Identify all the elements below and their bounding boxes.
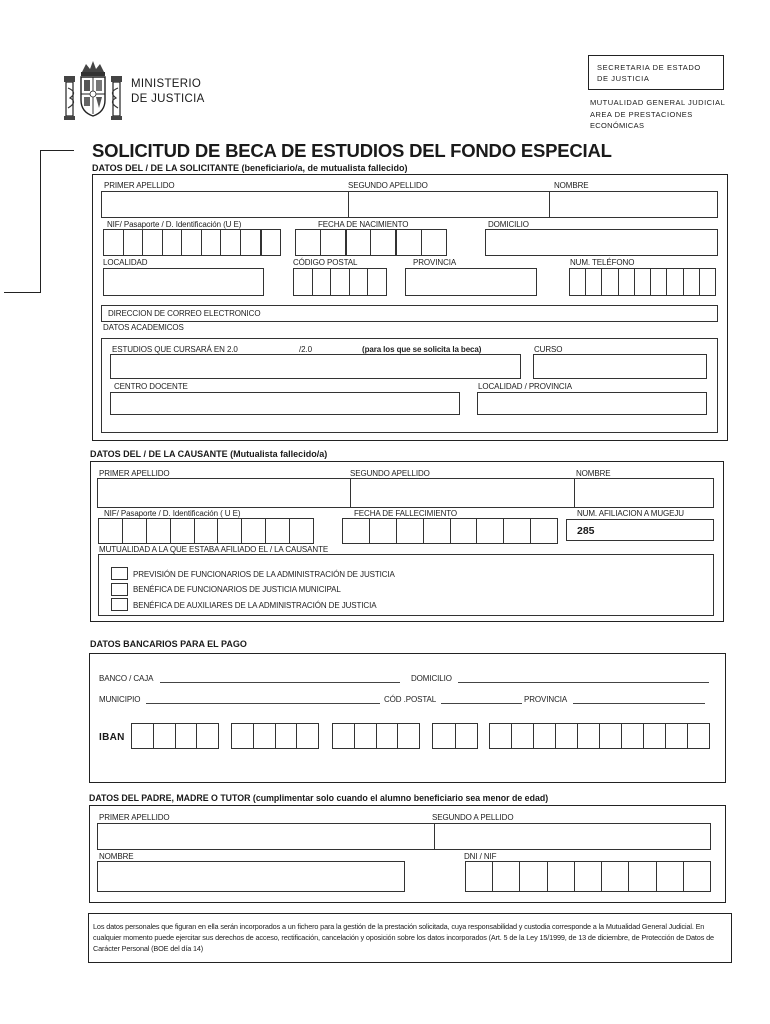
academic-localidad-label: LOCALIDAD / PROVINCIA xyxy=(478,382,572,391)
bancarios-heading: DATOS BANCARIOS PARA EL PAGO xyxy=(90,639,247,649)
banco-cp-field[interactable] xyxy=(441,703,522,704)
solicitante-primer-apellido-label: PRIMER APELLIDO xyxy=(104,181,175,190)
padre-primer-apellido-field[interactable] xyxy=(98,824,432,849)
causante-nombre-label: NOMBRE xyxy=(576,469,611,478)
option-municipal-label: BENÉFICA DE FUNCIONARIOS DE JUSTICIA MUNICIPAL xyxy=(133,585,341,594)
padre-segundo-apellido-field[interactable] xyxy=(435,824,710,849)
causante-fecha-fall-field[interactable] xyxy=(342,518,558,544)
secretary-line2: DE JUSTICIA xyxy=(597,74,650,83)
solicitante-domicilio-label: DOMICILIO xyxy=(488,220,529,229)
secretary-line1: SECRETARIA DE ESTADO xyxy=(597,63,701,72)
municipio-field[interactable] xyxy=(146,703,380,704)
iban-group-4[interactable] xyxy=(432,723,478,749)
padre-primer-apellido-label: PRIMER APELLIDO xyxy=(99,813,170,822)
solicitante-provincia-field[interactable] xyxy=(405,268,537,296)
causante-nif-label: NIF/ Pasaporte / D. Identificación ( U E) xyxy=(104,509,241,518)
solicitante-fecha-nac-field[interactable] xyxy=(295,229,447,256)
padre-nombre-label: NOMBRE xyxy=(99,852,134,861)
secretary-box xyxy=(588,55,724,90)
causante-fecha-fall-label: FECHA DE FALLECIMIENTO xyxy=(354,509,458,518)
padre-dni-label: DNI / NIF xyxy=(464,852,497,861)
causante-afiliacion-field[interactable] xyxy=(566,519,714,541)
estudios-label: ESTUDIOS QUE CURSARÁ EN 2.0 xyxy=(112,345,238,354)
causante-nif-field[interactable] xyxy=(98,518,314,544)
curso-field[interactable] xyxy=(533,354,707,379)
solicitante-localidad-field[interactable] xyxy=(103,268,264,296)
solicitante-provincia-label: PROVINCIA xyxy=(413,258,457,267)
municipio-label: MUNICIPIO xyxy=(99,695,141,704)
causante-nombre-field[interactable] xyxy=(575,479,713,507)
org-line1: MUTUALIDAD GENERAL JUDICIAL xyxy=(590,98,726,107)
solicitante-primer-apellido-field[interactable] xyxy=(102,192,346,217)
option-auxiliares-label: BENÉFICA DE AUXILIARES DE LA ADMINISTRACIÓN DE JUSTICIA xyxy=(133,601,377,610)
causante-segundo-apellido-field[interactable] xyxy=(351,479,573,507)
academic-localidad-field[interactable] xyxy=(477,392,707,415)
banco-label: BANCO / CAJA xyxy=(99,674,154,683)
ministry-name-line2: DE JUSTICIA xyxy=(131,93,205,105)
padre-heading: DATOS DEL PADRE, MADRE O TUTOR (cumplimentar solo cuando el alumno beneficiario sea menor de edad) xyxy=(89,793,549,803)
banco-domicilio-label: DOMICILIO xyxy=(411,674,452,683)
iban-group-2[interactable] xyxy=(231,723,319,749)
page-title: SOLICITUD DE BECA DE ESTUDIOS DEL FONDO ESPECIAL xyxy=(92,140,612,161)
coat-of-arms-icon xyxy=(62,58,124,124)
solicitante-nif-label: NIF/ Pasaporte / D. Identificación (U E) xyxy=(107,220,242,229)
banco-domicilio-field[interactable] xyxy=(458,682,709,683)
solicitante-email-label: DIRECCION DE CORREO ELECTRONICO xyxy=(108,309,261,318)
solicitante-localidad-label: LOCALIDAD xyxy=(103,258,148,267)
solicitante-nombre-field[interactable] xyxy=(549,192,717,217)
privacy-notice-text: Los datos personales que figuran en ella serán incorporados a un fichero para la gestión de la prestación solicitada, cuya responsabilidad y custodia corresponde a la Mutualidad General Judicial. En cualquier momento puede ejercitar sus derechos de acceso, rectificación, cancelación y oposición sobre los datos incorporados (Art. 5 de la Ley 15/1999, de 13 de diciembre, de Protección de Datos de Carácter Personal (BOE del día 14) xyxy=(93,922,714,953)
iban-group-3[interactable] xyxy=(332,723,420,749)
curso-label: CURSO xyxy=(534,345,563,354)
solicitante-fecha-nac-label: FECHA DE NACIMIENTO xyxy=(318,220,409,229)
causante-heading: DATOS DEL / DE LA CAUSANTE (Mutualista fallecido/a) xyxy=(90,449,328,459)
banco-provincia-field[interactable] xyxy=(573,703,705,704)
banco-cp-label: CÓD .POSTAL xyxy=(384,695,437,704)
estudios-field[interactable] xyxy=(110,354,521,379)
padre-segundo-apellido-label: SEGUNDO A PELLIDO xyxy=(432,813,514,822)
option-prevision-checkbox[interactable] xyxy=(111,567,128,580)
option-prevision-label: PREVISIÓN DE FUNCIONARIOS DE LA ADMINISTRACIÓN DE JUSTICIA xyxy=(133,570,395,579)
org-line3: ECONÓMICAS xyxy=(590,121,645,130)
mutualidad-label: MUTUALIDAD A LA QUE ESTABA AFILIADO EL / LA CAUSANTE xyxy=(99,545,329,554)
iban-label: IBAN xyxy=(99,732,125,743)
solicitante-segundo-apellido-field[interactable] xyxy=(348,192,547,217)
causante-segundo-apellido-label: SEGUNDO APELLIDO xyxy=(350,469,430,478)
causante-primer-apellido-field[interactable] xyxy=(98,479,348,507)
option-auxiliares-checkbox[interactable] xyxy=(111,598,128,611)
padre-dni-field[interactable] xyxy=(465,861,711,892)
solicitante-nombre-label: NOMBRE xyxy=(554,181,589,190)
ministry-name-line1: MINISTERIO xyxy=(131,78,202,90)
afiliacion-value: 285 xyxy=(577,525,595,537)
estudios-note-label: (para los que se solicita la beca) xyxy=(362,345,482,354)
solicitante-telefono-field[interactable] xyxy=(569,268,716,296)
solicitante-domicilio-field[interactable] xyxy=(485,229,718,256)
causante-afiliacion-label: NUM. AFILIACION A MUGEJU xyxy=(577,509,684,518)
solicitante-cp-field[interactable] xyxy=(293,268,387,296)
centro-docente-field[interactable] xyxy=(110,392,460,415)
margin-bracket-foot xyxy=(4,292,41,293)
causante-primer-apellido-label: PRIMER APELLIDO xyxy=(99,469,170,478)
bancarios-section xyxy=(89,653,726,783)
solicitante-nif-field[interactable] xyxy=(103,229,281,256)
iban-group-5[interactable] xyxy=(489,723,710,749)
estudios-year-label: /2.0 xyxy=(299,345,312,354)
margin-bracket xyxy=(40,150,74,293)
iban-group-1[interactable] xyxy=(131,723,219,749)
padre-nombre-field[interactable] xyxy=(97,861,405,892)
datos-academicos-label: DATOS ACADEMICOS xyxy=(103,323,184,332)
solicitante-heading: DATOS DEL / DE LA SOLICITANTE (beneficiario/a, de mutualista fallecido) xyxy=(92,163,408,173)
centro-docente-label: CENTRO DOCENTE xyxy=(114,382,188,391)
org-line2: AREA DE PRESTACIONES xyxy=(590,110,693,119)
solicitante-telefono-label: NUM. TELÉFONO xyxy=(570,258,635,267)
solicitante-segundo-apellido-label: SEGUNDO APELLIDO xyxy=(348,181,428,190)
banco-field[interactable] xyxy=(160,682,400,683)
privacy-notice-box xyxy=(88,913,732,963)
option-municipal-checkbox[interactable] xyxy=(111,583,128,596)
solicitante-cp-label: CÓDIGO POSTAL xyxy=(293,258,358,267)
banco-provincia-label: PROVINCIA xyxy=(524,695,568,704)
